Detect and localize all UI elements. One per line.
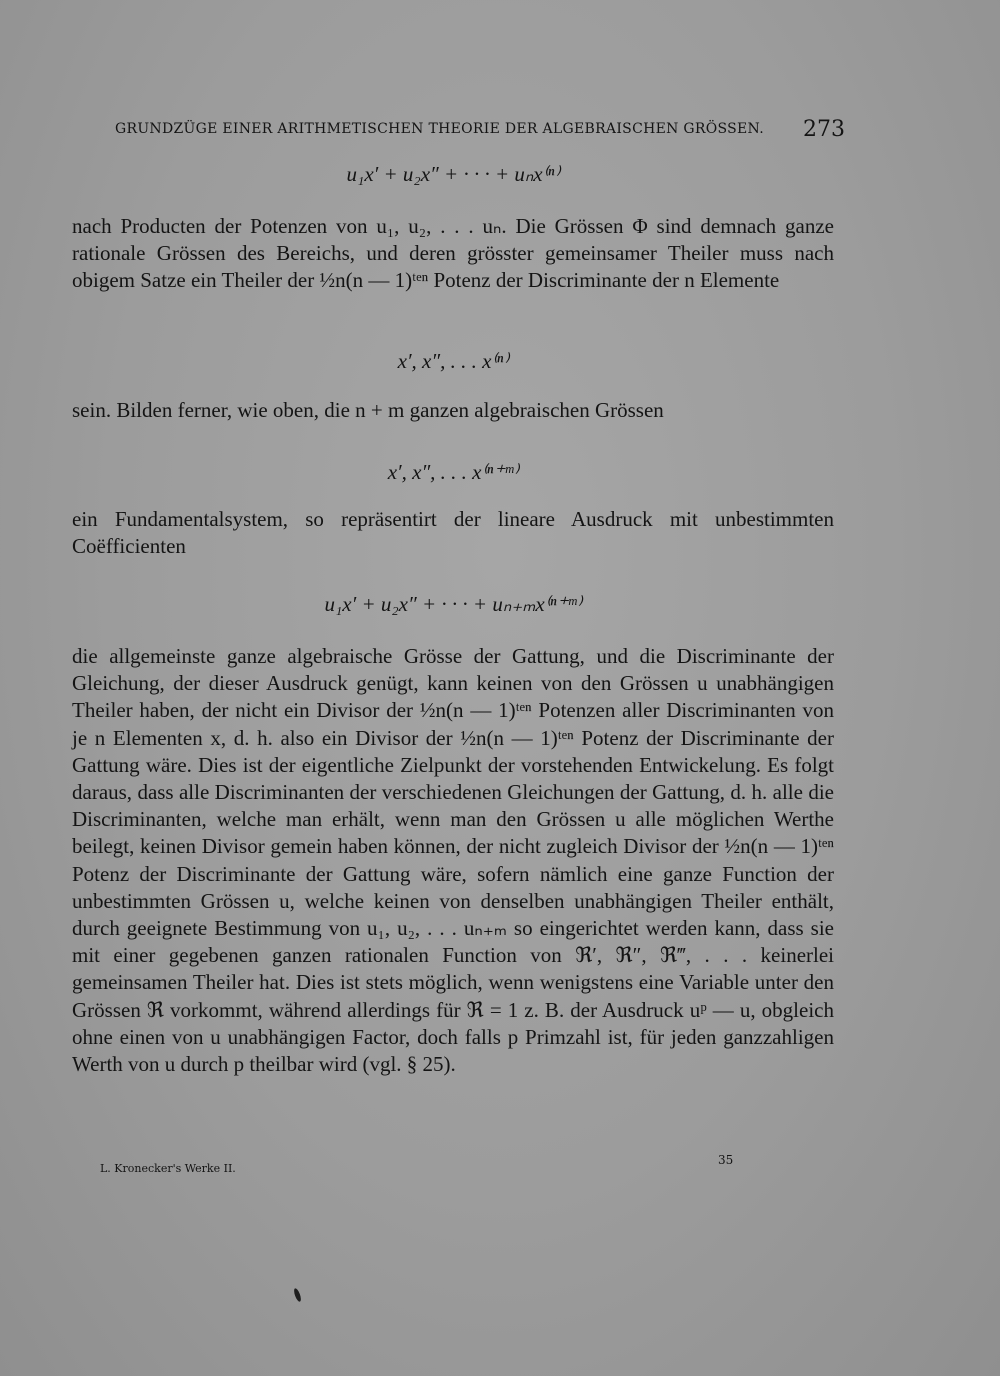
paragraph-fundamental-system: ein Fundamentalsystem, so repräsentirt der lineare Ausdruck mit unbestimmten Coëfficienten [72,507,834,559]
ink-speck [293,1288,302,1303]
paragraph-discriminants: die allgemeinste ganze algebraische Grösse der Gattung, und die Discriminante der Gleichung, der dieser Ausdruck genügt, kann keinen von den Grössen u unabhängigen Theiler haben, der nicht ein Divisor der ½n(n — 1)ᵗᵉⁿ Potenzen aller Discriminanten von je n Elementen x, d. h. also ein Divisor der ½n(n — 1)ᵗᵉⁿ Potenz der Discriminante der Gattung wäre. Dies ist der eigentliche Zielpunkt der vorstehenden Entwickelung. Es folgt daraus, dass alle Discriminanten der verschiedenen Gleichungen der Gattung, d. h. alle die Discriminanten, welche man erhält, wenn man den Grössen u alle möglichen Werthe beilegt, keinen Divisor gemein haben können, der nicht zugleich Divisor der ½n(n — 1)ᵗᵉⁿ Potenz der Discriminante der Gattung wäre, sofern nämlich eine ganze Function der unbestimmten Grössen u, welche keinen von denselben unabhängigen Theiler enthält, durch geeignete Bestimmung von u₁, u₂, . . . uₙ₊ₘ so eingerichtet werden kann, dass sie mit einer gegebenen ganzen rationalen Function von ℜ′, ℜ″, ℜ‴, . . . keinerlei gemeinsamen Theiler hat. Dies ist stets möglich, wenn wenigstens eine Variable unter den Grössen ℜ vorkommt, während allerdings für ℜ = 1 z. B. der Ausdruck uᵖ — u, obgleich ohne einen von u unabhängigen Factor, doch falls p Primzahl ist, für jeden ganzzahligen Werth von u durch p theilbar wird (vgl. § 25). [72,644,834,1077]
footer-source: L. Kronecker's Werke II. [100,1162,236,1175]
formula-linear-form: u₁x′ + u₂x″ + · · · + uₙx⁽ⁿ⁾ [346,162,560,186]
formula-fundamental-system: x′, x″, . . . x⁽ⁿ⁺ᵐ⁾ [387,460,519,484]
running-title: GRUNDZÜGE EINER ARITHMETISCHEN THEORIE DER ALGEBRAISCHEN GRÖSSEN. [115,121,764,137]
running-head [115,117,845,153]
formula-general-linear-form: u₁x′ + u₂x″ + · · · + uₙ₊ₘx⁽ⁿ⁺ᵐ⁾ [324,592,582,616]
page-number: 273 [803,117,845,142]
formula-elements: x′, x″, . . . x⁽ⁿ⁾ [397,349,509,373]
paragraph-n-plus-m-quantities: sein. Bilden ferner, wie oben, die n + m ganzen algebraischen Grössen [72,398,664,422]
paragraph-products-of-powers: nach Producten der Potenzen von u₁, u₂, . . . uₙ. Die Grössen Φ sind demnach ganze rationale Grössen des Bereichs, und deren grösster gemeinsamer Theiler muss nach obigem Satze ein Theiler der ½n(n — 1)ᵗᵉⁿ Potenz der Discriminante der n Elemente [72,214,834,293]
footer-signature-mark: 35 [718,1153,734,1167]
